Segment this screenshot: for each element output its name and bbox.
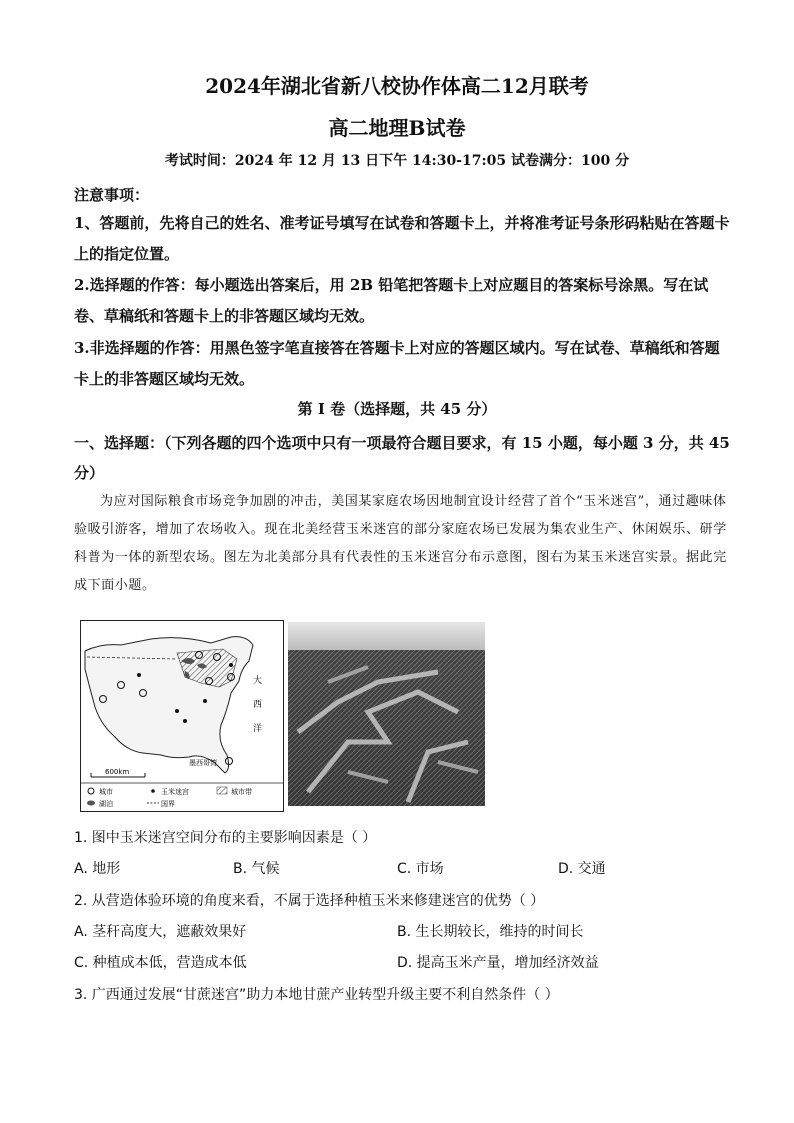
scale-label: 600km (105, 768, 130, 776)
note-item: 3.非选择题的作答：用黑色签字笔直接答在答题卡上对应的答题区域内。写在试卷、草稿纸和答题卡上的非答题区域均无效。 (74, 339, 720, 388)
legend-belt-icon (217, 787, 227, 794)
legend-lake: 湖泊 (99, 800, 113, 808)
legend-maze: 玉米迷宫 (161, 788, 189, 796)
legend-border: 国界 (161, 800, 175, 808)
ocean-label: 西 (253, 700, 263, 710)
sea-label: 墨西哥湾 (189, 759, 217, 767)
notes-heading: 注意事项： (74, 186, 150, 204)
maze-marker (183, 719, 187, 723)
reading-passage: 为应对国际粮食市场竞争加剧的冲击，美国某家庭农场因地制宜设计经营了首个“玉米迷宫”，通过趣味体验吸引游客，增加了农场收入。现在北美经营玉米迷宫的部分家庭农场已发展为集农业生产、休闲娱乐、研学科普为一体的新型农场。图左为北美部分具有代表性的玉米迷宫分布示意图，图右为某玉米迷宫实景。据此完成下面小题。 (74, 494, 727, 593)
q1-option-b[interactable]: B. 气候 (233, 861, 280, 877)
maze-marker (137, 673, 141, 677)
note-item: 2.选择题的作答：每小题选出答案后，用 2B 铅笔把答题卡上对应题目的答案标号涂黑。写在试卷、草稿纸和答题卡上的非答题区域均无效。 (74, 276, 709, 325)
question-3: 3. 广西通过发展“甘蔗迷宫”助力本地甘蔗产业转型升级主要不利自然条件（ ） (74, 987, 559, 1003)
q2-option-c[interactable]: C. 种植成本低，营造成本低 (74, 955, 247, 971)
legend-city-icon (88, 788, 94, 794)
map-drawing (81, 621, 283, 811)
section-title: 第 I 卷（选择题，共 45 分） (297, 400, 497, 418)
q2-option-a[interactable]: A. 茎秆高度大，遮蔽效果好 (74, 924, 247, 940)
maze-marker (175, 709, 179, 713)
maze-marker (229, 663, 233, 667)
question-1: 1. 图中玉米迷宫空间分布的主要影响因素是（ ） (74, 830, 377, 846)
exam-info: 考试时间：2024 年 12 月 13 日下午 14:30-17:05 试卷满分：100 分 (164, 153, 630, 169)
part-title: 一、选择题：（下列各题的四个选项中只有一项最符合题目要求，有 15 小题，每小题 3 分，共 45 分） (74, 434, 730, 482)
legend-lake-icon (87, 801, 95, 806)
exam-title: 2024年湖北省新八校协作体高二12月联考 (205, 74, 589, 98)
legend-belt: 城市带 (231, 788, 252, 796)
legend-maze-icon (151, 789, 155, 793)
exam-subtitle: 高二地理B试卷 (328, 116, 466, 140)
question-2: 2. 从营造体验环境的角度来看，不属于选择种植玉米来修建迷宫的优势（ ） (74, 893, 545, 909)
legend-city: 城市 (99, 788, 113, 796)
q1-option-c[interactable]: C. 市场 (397, 861, 444, 877)
corn-maze-photo (288, 622, 485, 806)
q1-option-a[interactable]: A. 地形 (74, 861, 121, 877)
q2-option-d[interactable]: D. 提高玉米产量，增加经济效益 (397, 955, 599, 971)
ocean-label: 洋 (253, 724, 263, 734)
photo-drawing (288, 622, 485, 806)
ocean-label: 大 (253, 676, 263, 686)
q1-option-d[interactable]: D. 交通 (558, 861, 606, 877)
note-item: 1、答题前，先将自己的姓名、准考证号填写在试卷和答题卡上，并将准考证号条形码粘贴在答题卡上的指定位置。 (74, 214, 730, 263)
maze-marker (203, 699, 207, 703)
q2-option-b[interactable]: B. 生长期较长，维持的时间长 (397, 924, 584, 940)
corn-maze-map (80, 620, 284, 812)
